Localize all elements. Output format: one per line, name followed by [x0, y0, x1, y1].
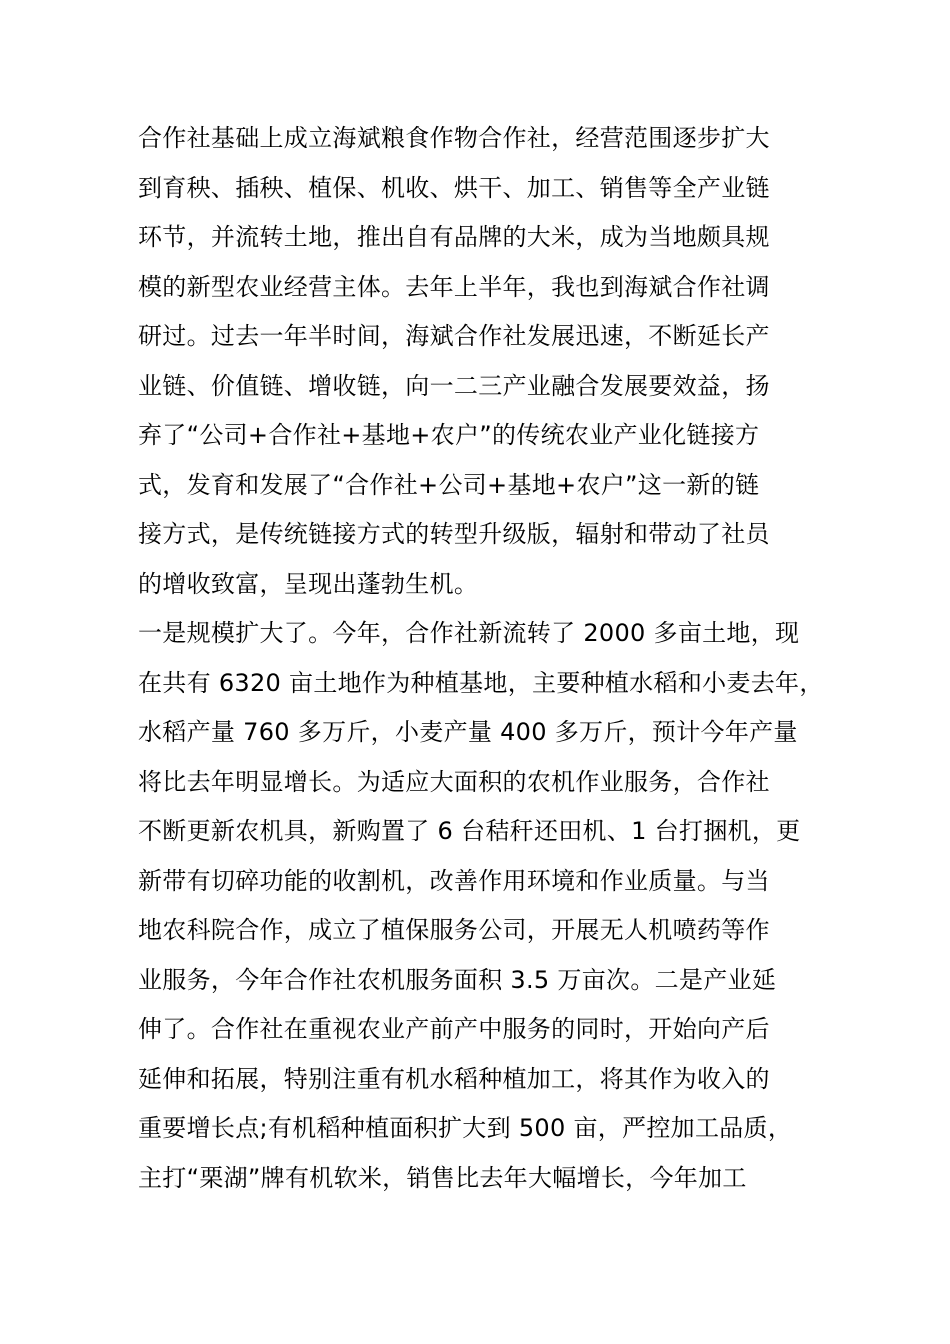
text-line-3: 环节，并流转土地，推出自有品牌的大米，成为当地颇具规 [138, 223, 770, 251]
text-line-18: 业服务，今年合作社农机服务面积 3.5 万亩次。二是产业延 [138, 965, 777, 994]
text-line-5: 研过。过去一年半时间，海斌合作社发展迅速，不断延长产 [138, 322, 770, 350]
text-line-6: 业链、价值链、增收链，向一二三产业融合发展要效益，扬 [138, 371, 770, 400]
text-line-2: 到育秧、插秧、植保、机收、烘干、加工、销售等全产业链 [138, 173, 770, 202]
text-line-7: 弃了“公司+合作社+基地+农户”的传统农业产业化链接方 [138, 421, 760, 449]
text-line-13: 水稻产量 760 多万斤，小麦产量 400 多万斤，预计今年产量 [138, 718, 798, 746]
text-line-4: 模的新型农业经营主体。去年上半年，我也到海斌合作社调 [138, 272, 770, 301]
text-line-8: 式，发育和发展了“合作社+公司+基地+农户”这一新的链 [138, 470, 760, 499]
text-line-12: 在共有 6320 亩土地作为种植基地，主要种植水稻和小麦去年， [138, 668, 824, 697]
text-line-20: 延伸和拓展，特别注重有机水稻种植加工，将其作为收入的 [138, 1064, 770, 1093]
text-line-1: 合作社基础上成立海斌粮食作物合作社，经营范围逐步扩大 [138, 124, 770, 152]
body-text [138, 116, 838, 1205]
text-line-17: 地农科院合作，成立了植保服务公司，开展无人机喷药等作 [138, 916, 770, 944]
text-line-9: 接方式，是传统链接方式的转型升级版，辐射和带动了社员 [138, 520, 770, 548]
text-line-15: 不断更新农机具，新购置了 6 台秸秆还田机、1 台打捆机，更 [138, 817, 801, 845]
text-line-11: 一是规模扩大了。今年，合作社新流转了 2000 多亩土地，现 [138, 619, 800, 647]
text-line-21: 重要增长点;有机稻种植面积扩大到 500 亩，严控加工品质， [138, 1114, 793, 1142]
text-line-16: 新带有切碎功能的收割机，改善作用环境和作业质量。与当 [138, 866, 770, 895]
text-line-19: 伸了。合作社在重视农业产前产中服务的同时，开始向产后 [138, 1015, 770, 1043]
text-line-22: 主打“栗湖”牌有机软米，销售比去年大幅增长，今年加工 [138, 1163, 747, 1192]
text-line-14: 将比去年明显增长。为适应大面积的农机作业服务，合作社 [138, 767, 770, 796]
text-line-10: 的增收致富，呈现出蓬勃生机。 [138, 569, 479, 598]
